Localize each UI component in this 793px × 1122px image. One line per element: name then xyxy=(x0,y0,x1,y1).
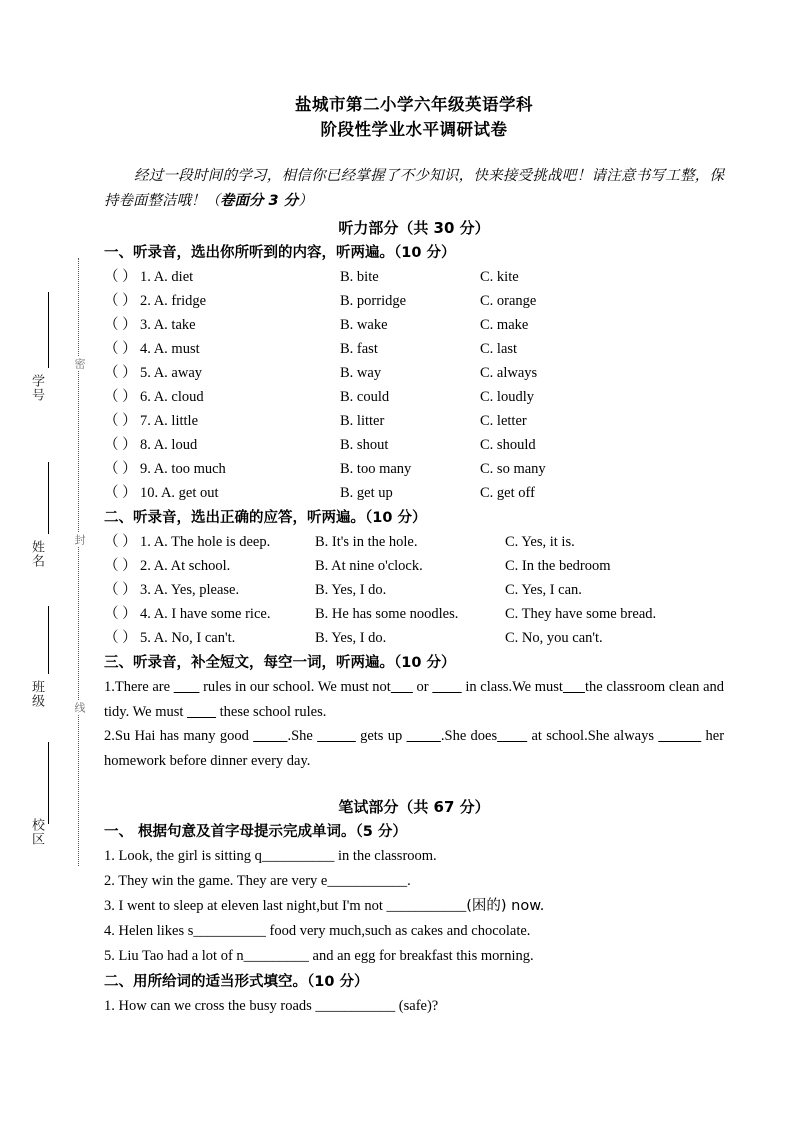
question-line[interactable] xyxy=(104,944,724,969)
question-text: (safe)? xyxy=(395,998,439,1014)
seal-dashed-line xyxy=(78,258,79,866)
seal-char-mi: 密 xyxy=(73,358,86,369)
choice-row[interactable] xyxy=(104,433,724,457)
cloze-text: .She does xyxy=(440,728,498,744)
seal-rule-2 xyxy=(48,462,49,534)
option-c[interactable]: C. Yes, it is. xyxy=(505,534,575,550)
choice-row[interactable] xyxy=(104,289,724,313)
option-b[interactable]: B. too many xyxy=(340,461,412,477)
option-c[interactable]: C. make xyxy=(480,317,529,333)
student-id-label: 学号 xyxy=(29,374,44,402)
answer-paren[interactable]: （ ） xyxy=(104,534,137,550)
answer-blank[interactable]: ___________ xyxy=(327,873,408,889)
option-a[interactable]: 1. A. The hole is deep. xyxy=(140,534,271,550)
option-c[interactable]: C. letter xyxy=(480,413,527,429)
choice-row[interactable] xyxy=(104,409,724,433)
option-b[interactable]: B. At nine o'clock. xyxy=(315,558,423,574)
student-name-label: 姓名 xyxy=(29,540,44,568)
option-a[interactable]: 5. A. No, I can't. xyxy=(140,630,236,646)
question-text: 1. Look, the girl is sitting q xyxy=(104,848,262,864)
option-c[interactable]: C. loudly xyxy=(480,389,534,405)
question-line[interactable] xyxy=(104,869,724,894)
option-c[interactable]: C. orange xyxy=(480,293,537,309)
choice-row[interactable] xyxy=(104,361,724,385)
cloze-text: 2.Su Hai has many good xyxy=(104,728,254,744)
question-line[interactable] xyxy=(104,994,724,1019)
written-section-two-list xyxy=(104,994,724,1019)
cloze-blank[interactable] xyxy=(407,728,441,744)
question-text: 4. Helen likes s xyxy=(104,923,194,939)
campus-label: 校区 xyxy=(29,818,44,846)
choice-row[interactable] xyxy=(104,265,724,289)
cloze-blank[interactable] xyxy=(317,728,356,744)
option-c[interactable]: C. always xyxy=(480,365,538,381)
answer-paren[interactable]: （ ） xyxy=(104,461,137,477)
cloze-blank[interactable] xyxy=(187,704,216,720)
cloze-blank[interactable] xyxy=(174,679,200,695)
question-text: 5. Liu Tao had a lot of n xyxy=(104,948,244,964)
option-a[interactable]: 4. A. must xyxy=(140,341,200,357)
answer-blank[interactable]: __________ xyxy=(261,848,335,864)
choice-row[interactable] xyxy=(104,457,724,481)
exam-content xyxy=(104,0,724,1019)
option-c[interactable]: C. kite xyxy=(480,269,519,285)
answer-paren[interactable]: （ ） xyxy=(104,606,137,622)
question-text: 1. How can we cross the busy roads xyxy=(104,998,316,1014)
seal-char-feng: 封 xyxy=(73,534,86,545)
option-c[interactable]: C. so many xyxy=(480,461,546,477)
answer-paren[interactable]: （ ） xyxy=(104,365,137,381)
listening-section-two-heading: 二、听录音，选出正确的应答，听两遍。（10 分） xyxy=(104,510,427,526)
option-a[interactable]: 9. A. too much xyxy=(140,461,226,477)
option-a[interactable]: 2. A. At school. xyxy=(140,558,231,574)
cloze-text: or xyxy=(412,679,433,695)
listening-section-three-heading: 三、听录音，补全短文，每空一词，听两遍。（10 分） xyxy=(104,655,456,671)
seal-line-sidebar xyxy=(0,0,100,1122)
choice-row[interactable] xyxy=(104,313,724,337)
option-c[interactable]: C. should xyxy=(480,437,536,453)
option-a[interactable]: 3. A. take xyxy=(140,317,196,333)
answer-blank[interactable]: ___________ xyxy=(315,998,396,1014)
option-c[interactable]: C. No, you can't. xyxy=(505,630,603,646)
option-c[interactable]: C. In the bedroom xyxy=(505,558,611,574)
option-a[interactable]: 10. A. get out xyxy=(140,485,219,501)
class-label: 班级 xyxy=(29,680,44,708)
question-text: food very much,such as cakes and chocolate. xyxy=(265,923,531,939)
answer-paren[interactable]: （ ） xyxy=(104,630,137,646)
option-b[interactable]: B. litter xyxy=(340,413,385,429)
option-a[interactable]: 5. A. away xyxy=(140,365,203,381)
choice-row[interactable] xyxy=(104,337,724,361)
cloze-text: 1.There are xyxy=(104,679,174,695)
cloze-paragraph-1[interactable] xyxy=(104,675,724,724)
option-a[interactable]: 3. A. Yes, please. xyxy=(140,582,240,598)
cloze-text: at school.She always xyxy=(527,728,659,744)
option-c[interactable]: C. They have some bread. xyxy=(505,606,657,622)
cloze-text: her homework before dinner every day. xyxy=(104,728,725,769)
option-b[interactable]: B. Yes, I do. xyxy=(315,630,387,646)
intro-text: 经过一段时间的学习，相信你已经掌握了不少知识，快来接受挑战吧！请注意书写工整，保持卷面整洁哦！（ xyxy=(104,168,724,209)
option-a[interactable]: 6. A. cloud xyxy=(140,389,204,405)
seal-char-xian: 线 xyxy=(73,702,86,713)
option-b[interactable]: B. could xyxy=(340,389,390,405)
option-c[interactable]: C. get off xyxy=(480,485,535,501)
listening-section-one-list xyxy=(104,265,724,505)
question-line[interactable] xyxy=(104,894,724,919)
page-title-line-1: 盐城市第二小学六年级英语学科 xyxy=(295,95,533,114)
written-section-one-list xyxy=(104,844,724,969)
intro-paragraph xyxy=(104,164,724,214)
question-text: . xyxy=(407,873,411,889)
answer-paren[interactable]: （ ） xyxy=(104,582,137,598)
option-a[interactable]: 4. A. I have some rice. xyxy=(140,606,271,622)
answer-paren[interactable]: （ ） xyxy=(104,341,137,357)
answer-paren[interactable]: （ ） xyxy=(104,293,137,309)
seal-rule-3 xyxy=(48,606,49,674)
cloze-blank[interactable] xyxy=(563,679,585,695)
answer-paren[interactable]: （ ） xyxy=(104,437,137,453)
cloze-text: the classroom clean and tidy. We must xyxy=(104,679,725,720)
option-b[interactable]: B. wake xyxy=(340,317,388,333)
option-b[interactable]: B. get up xyxy=(340,485,393,501)
cloze-blank[interactable] xyxy=(391,679,413,695)
choice-row[interactable] xyxy=(104,530,724,554)
written-section-two-heading: 二、用所给词的适当形式填空。（10 分） xyxy=(104,974,369,990)
answer-paren[interactable]: （ ） xyxy=(104,413,137,429)
choice-row[interactable] xyxy=(104,626,724,650)
cloze-text: gets up xyxy=(355,728,407,744)
cloze-blank[interactable] xyxy=(253,728,287,744)
question-line[interactable] xyxy=(104,844,724,869)
option-b[interactable]: B. shout xyxy=(340,437,389,453)
cloze-blank[interactable] xyxy=(658,728,701,744)
cloze-paragraph-2[interactable] xyxy=(104,724,724,773)
answer-paren[interactable]: （ ） xyxy=(104,269,137,285)
cloze-text: .She xyxy=(287,728,318,744)
question-text: and an egg for breakfast this morning. xyxy=(308,948,534,964)
choice-row[interactable] xyxy=(104,481,724,505)
question-text: in the classroom. xyxy=(334,848,437,864)
written-part-title: 笔试部分（共 67 分） xyxy=(338,798,490,816)
answer-paren[interactable]: （ ） xyxy=(104,389,137,405)
listening-section-two-list xyxy=(104,530,724,650)
option-b[interactable]: B. porridge xyxy=(340,293,407,309)
answer-paren[interactable]: （ ） xyxy=(104,317,137,333)
answer-blank[interactable]: ___________ xyxy=(386,898,467,914)
question-line[interactable] xyxy=(104,919,724,944)
intro-bold: 卷面分 3 分 xyxy=(220,193,299,209)
option-b[interactable]: B. Yes, I do. xyxy=(315,582,387,598)
option-b[interactable]: B. fast xyxy=(340,341,378,357)
option-c[interactable]: C. last xyxy=(480,341,518,357)
choice-row[interactable] xyxy=(104,554,724,578)
cloze-blank[interactable] xyxy=(432,679,461,695)
seal-rule-4 xyxy=(48,742,49,824)
option-a[interactable]: 1. A. diet xyxy=(140,269,194,285)
option-a[interactable]: 8. A. loud xyxy=(140,437,198,453)
answer-paren[interactable]: （ ） xyxy=(104,485,137,501)
listening-section-one-heading: 一、听录音，选出你所听到的内容，听两遍。（10 分） xyxy=(104,245,456,261)
option-c[interactable]: C. Yes, I can. xyxy=(505,582,582,598)
question-text: 3. I went to sleep at eleven last night,but I'm not xyxy=(104,898,387,914)
written-section-one-heading: 一、 根据句意及首字母提示完成单词。（5 分） xyxy=(104,824,407,840)
page-title-line-2: 阶段性学业水平调研试卷 xyxy=(320,120,508,139)
answer-blank[interactable]: _________ xyxy=(243,948,309,964)
intro-tail: ） xyxy=(298,193,313,209)
option-b[interactable]: B. He has some noodles. xyxy=(315,606,459,622)
question-text: (困的) now. xyxy=(466,898,545,914)
cloze-text: in class.We must xyxy=(461,679,563,695)
question-text: 2. They win the game. They are very e xyxy=(104,873,328,889)
option-b[interactable]: B. bite xyxy=(340,269,379,285)
cloze-blank[interactable] xyxy=(497,728,527,744)
cloze-text: these school rules. xyxy=(216,703,327,720)
option-b[interactable]: B. way xyxy=(340,365,382,381)
option-a[interactable]: 7. A. little xyxy=(140,413,199,429)
option-b[interactable]: B. It's in the hole. xyxy=(315,534,418,550)
choice-row[interactable] xyxy=(104,578,724,602)
answer-paren[interactable]: （ ） xyxy=(104,558,137,574)
listening-part-title: 听力部分（共 30 分） xyxy=(338,219,490,237)
option-a[interactable]: 2. A. fridge xyxy=(140,293,207,309)
answer-blank[interactable]: __________ xyxy=(193,923,266,939)
seal-rule-1 xyxy=(48,292,49,368)
choice-row[interactable] xyxy=(104,385,724,409)
choice-row[interactable] xyxy=(104,602,724,626)
cloze-text: rules in our school. We must not xyxy=(199,679,391,695)
